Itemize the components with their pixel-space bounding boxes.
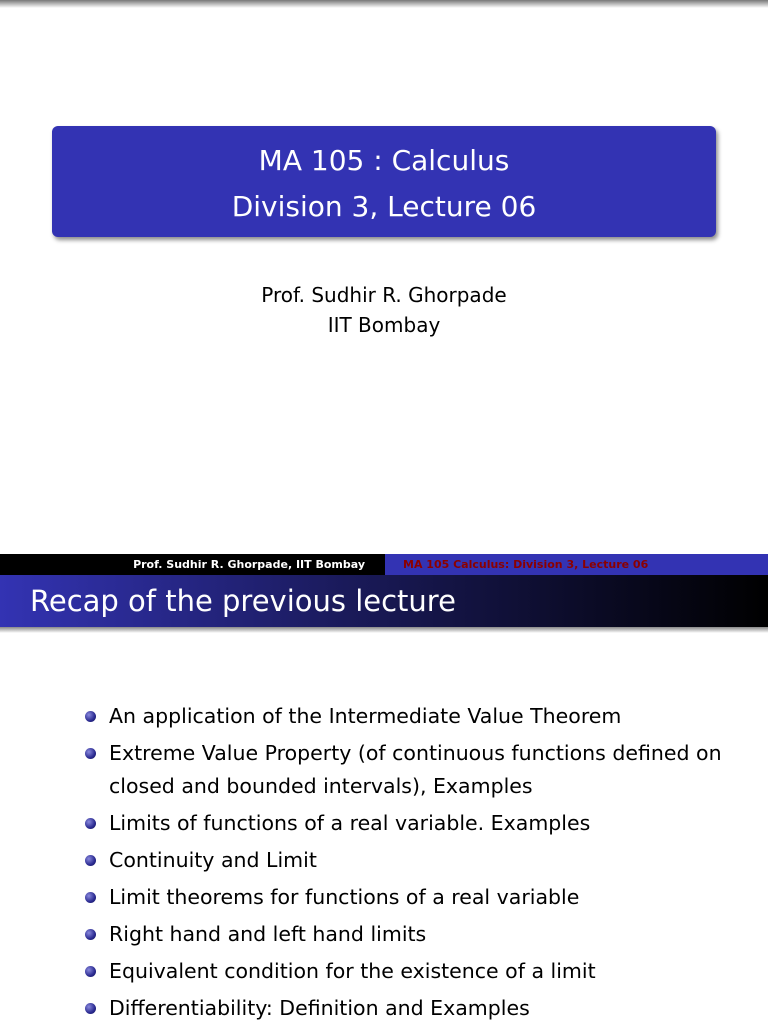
title-block <box>52 126 716 237</box>
title-line-1: MA 105 : Calculus <box>258 144 510 177</box>
bullet-icon <box>85 929 96 940</box>
list-item <box>85 992 725 1025</box>
list-item <box>85 700 725 733</box>
bullet-icon <box>85 711 96 722</box>
footer-left <box>0 554 385 575</box>
list-item <box>85 955 725 988</box>
footer-right <box>385 554 768 575</box>
list-item <box>85 918 725 951</box>
bullet-icon <box>85 892 96 903</box>
list-item-text: Limit theorems for functions of a real variable <box>109 885 580 909</box>
list-item-text: Right hand and left hand limits <box>109 922 427 946</box>
slide-footer <box>0 554 768 575</box>
list-item-text: Differentiability: Definition and Examples <box>109 996 530 1020</box>
bullet-icon <box>85 855 96 866</box>
top-shadow <box>0 0 768 8</box>
list-item <box>85 844 725 877</box>
list-item-text: Continuity and Limit <box>109 848 317 872</box>
list-item-text: An application of the Intermediate Value Theorem <box>109 704 622 728</box>
list-item-text: Equivalent condition for the existence of a limit <box>109 959 596 983</box>
frame-title: Recap of the previous lecture <box>30 584 456 618</box>
title-line-2: Division 3, Lecture 06 <box>231 190 537 223</box>
bullet-icon <box>85 966 96 977</box>
list-item-text: Limits of functions of a real variable. Examples <box>109 811 591 835</box>
bullet-icon <box>85 818 96 829</box>
author-block <box>0 280 768 340</box>
recap-list <box>85 700 725 1029</box>
bullet-icon <box>85 748 96 759</box>
list-item-text: Extreme Value Property (of continuous functions defined on closed and bounded intervals), Examples <box>109 741 722 798</box>
bullet-icon <box>85 1003 96 1014</box>
list-item <box>85 737 725 803</box>
footer-author: Prof. Sudhir R. Ghorpade, IIT Bombay <box>133 558 365 571</box>
footer-course: MA 105 Calculus: Division 3, Lecture 06 <box>403 558 649 571</box>
author-institute: IIT Bombay <box>327 313 441 337</box>
list-item <box>85 807 725 840</box>
frame-title-bar <box>0 575 768 627</box>
author-name: Prof. Sudhir R. Ghorpade <box>261 283 507 307</box>
frame-title-shadow <box>0 627 768 633</box>
list-item <box>85 881 725 914</box>
